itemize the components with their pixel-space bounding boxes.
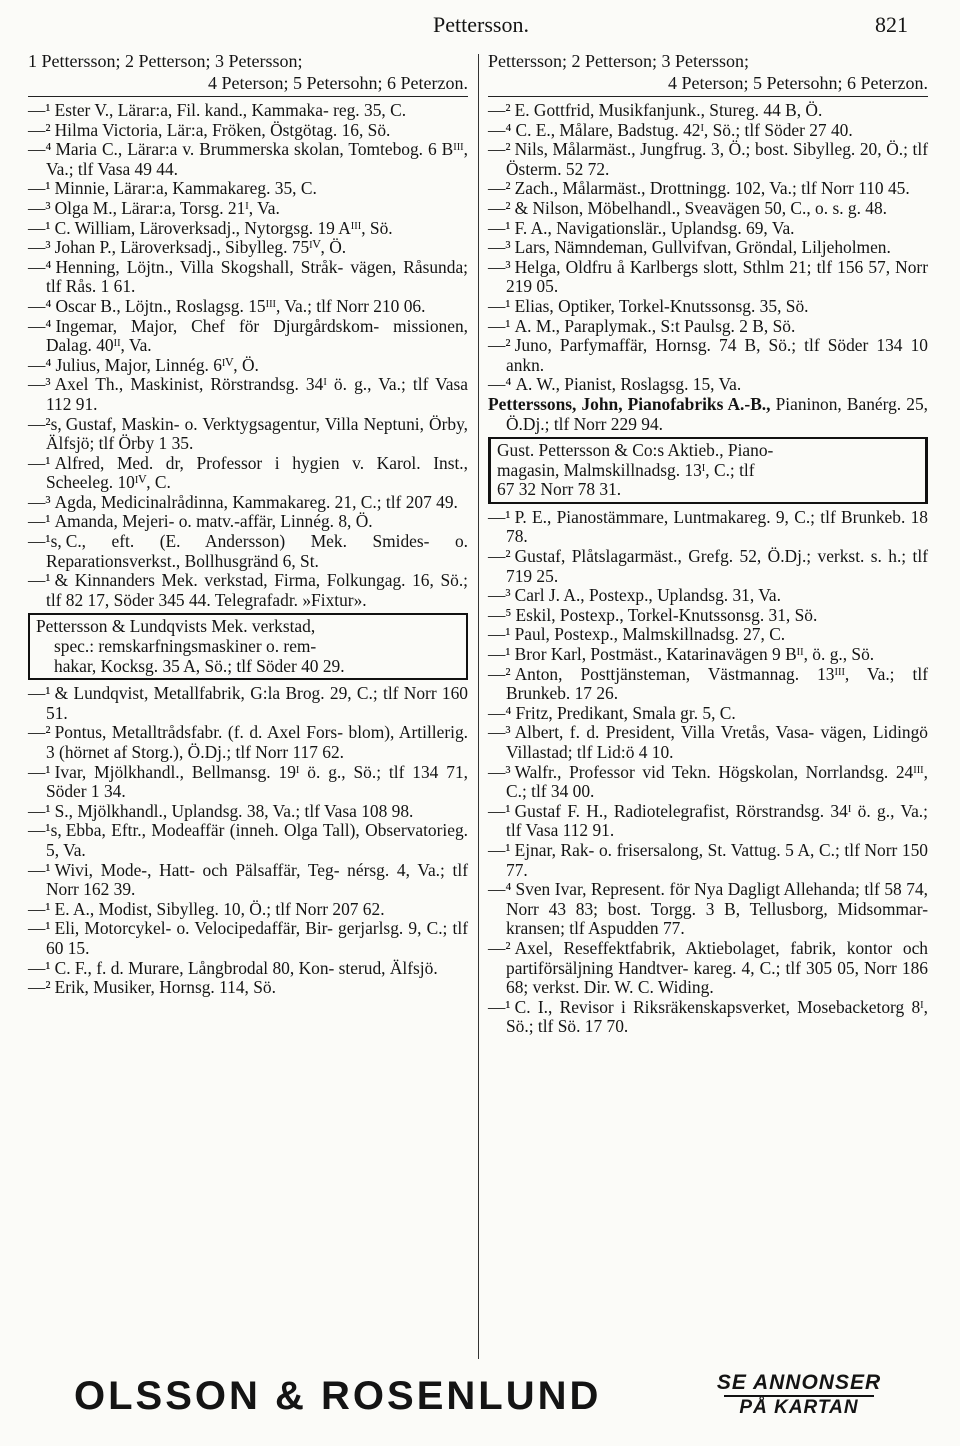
entry-text: Henning, Löjtn., Villa Skogshall, Stråk- vägen, Råsunda; tlf Rås. 1 61. xyxy=(46,256,468,297)
directory-entry xyxy=(488,998,928,1037)
entry-marker: —³ xyxy=(28,374,51,395)
entry-text: S., Mjölkhandl., Uplandsg. 38, Va.; tlf Vasa 108 98. xyxy=(54,800,414,821)
directory-entry xyxy=(28,959,468,979)
entry-marker: —⁵ xyxy=(488,604,512,625)
entry-marker: —¹ xyxy=(488,800,511,821)
entry-marker: —¹ xyxy=(488,506,511,527)
directory-entry xyxy=(28,821,468,860)
directory-entry xyxy=(488,199,928,219)
right-guide-line-1: Pettersson; 2 Petterson; 3 Petersson; xyxy=(488,51,749,71)
entry-marker: —¹ xyxy=(28,918,51,939)
entry-marker: —⁴ xyxy=(488,702,512,723)
entry-text: & Nilson, Möbelhandl., Sveavägen 50, C., o. s. g. 48. xyxy=(514,197,888,218)
left-spelling-guide xyxy=(28,50,468,97)
entry-text: Eli, Motorcykel- o. Velocipedaffär, Bir- gerjarlsg. 9, C.; tlf 60 15. xyxy=(46,918,468,958)
entry-text: Hilma Victoria, Lär:a, Fröken, Östgötag. 16, Sö. xyxy=(54,119,391,140)
directory-entry xyxy=(488,625,928,645)
directory-entry xyxy=(28,140,468,179)
right-box-line-2: magasin, Malmskillnadsg. 13ᴵ, C.; tlf xyxy=(497,459,755,480)
entry-marker: —¹ xyxy=(28,570,51,591)
entry-text: Olga M., Lärar:a, Torsg. 21ᴵ, Va. xyxy=(54,197,280,218)
entry-text: Nils, Målarmäst., Jungfrug. 3, Ö.; bost. Sibylleg. 20, Ö.; tlf Österm. 52 72. xyxy=(506,139,928,179)
right-advert-box xyxy=(488,437,928,504)
directory-entry xyxy=(28,317,468,356)
entry-marker: —³ xyxy=(488,237,511,258)
directory-entry xyxy=(28,219,468,239)
entry-text: Ingemar, Major, Chef för Djurgårdskom- missionen, Dalag. 40ᴵᴵ, Va. xyxy=(46,315,468,356)
entry-marker: —¹ xyxy=(488,839,511,860)
entry-text: Eskil, Postexp., Torkel-Knutssonsg. 31, Sö. xyxy=(515,604,818,625)
directory-entry xyxy=(28,375,468,414)
directory-entry xyxy=(488,763,928,802)
entry-marker: —² xyxy=(488,197,511,218)
right-box-line-1: Gust. Pettersson & Co:s Aktieb., Piano- xyxy=(497,440,774,461)
column-divider xyxy=(478,54,479,1359)
entry-marker: —³ xyxy=(488,256,511,277)
entry-text: Pontus, Metalltrådsfabr. (f. d. Axel Fors- blom), Artillerig. 3 (hörnet af Storg.), Ö.Dj.; tlf Norr 117 62. xyxy=(46,722,468,762)
left-column xyxy=(28,50,468,998)
directory-entry xyxy=(28,861,468,900)
directory-entry xyxy=(28,900,468,920)
directory-entry xyxy=(488,101,928,121)
directory-entry xyxy=(488,121,928,141)
directory-entry xyxy=(488,723,928,762)
entry-marker: —⁴ xyxy=(488,374,512,395)
entry-marker: —¹ xyxy=(28,452,51,473)
directory-entry xyxy=(28,297,468,317)
directory-entry xyxy=(488,336,928,375)
entry-text: Oscar B., Löjtn., Roslagsg. 15ᴵᴵᴵ, Va.; tlf Norr 210 06. xyxy=(55,295,426,316)
entry-text: Juno, Parfymaffär, Hornsg. 74 B, Sö.; tlf Söder 134 10 ankn. xyxy=(506,335,928,375)
entry-text: Gustaf, Plåtslagarmäst., Grefg. 52, Ö.Dj.; verkst. s. h.; tlf 719 25. xyxy=(506,546,928,586)
directory-entry xyxy=(488,665,928,704)
entry-text: Agda, Medicinalrådinna, Kammakareg. 21, C.; tlf 207 49. xyxy=(54,491,458,512)
directory-entry xyxy=(488,547,928,586)
right-spelling-guide xyxy=(488,50,928,97)
entry-marker: —²s, xyxy=(28,413,62,434)
entry-marker: —⁴ xyxy=(28,295,52,316)
directory-entry xyxy=(488,880,928,939)
right-guide-line-2: 4 Peterson; 5 Petersohn; 6 Peterzon. xyxy=(668,73,928,93)
entry-text: Elias, Optiker, Torkel-Knutssonsg. 35, Sö. xyxy=(514,295,809,316)
entry-text: P. E., Pianostämmare, Luntmakareg. 9, C.; tlf Brunkeb. 18 78. xyxy=(506,506,928,547)
entry-text: Fritz, Predikant, Smala gr. 5, C. xyxy=(515,702,736,723)
entry-marker: —¹s, xyxy=(28,531,62,552)
entry-text: Gustaf, Maskin- o. Verktygsagentur, Villa Neptuni, Örby, Älfsjö; tlf Örby 1 35. xyxy=(46,413,468,454)
entry-text: Amanda, Mejeri- o. matv.-affär, Linnég. 8, Ö. xyxy=(54,511,373,532)
entry-marker: —² xyxy=(488,663,511,684)
entry-text: Carl J. A., Postexp., Uplandsg. 31, Va. xyxy=(514,585,781,606)
advert-tagline xyxy=(704,1372,894,1418)
entry-marker: —² xyxy=(488,178,511,199)
running-head xyxy=(0,4,960,44)
directory-entry xyxy=(28,179,468,199)
advert-tagline-2: PÅ KARTAN xyxy=(739,1396,859,1418)
entry-marker: —³ xyxy=(28,237,51,258)
left-box-line-2: spec.: remskarfningsmaskiner o. rem- xyxy=(54,636,317,657)
entry-text: Helga, Oldfru å Karlbergs slott, Sthlm 21; tlf 156 57, Norr 219 05. xyxy=(506,256,928,297)
entry-text: Sven Ivar, Represent. för Nya Dagligt Allehanda; tlf 58 74, Norr 43 83; bost. Torgg. 3 B, Tellusborg, Midsommar- kransen; tlf Aspudden 77. xyxy=(506,879,928,939)
entry-marker: —³ xyxy=(488,722,511,743)
entry-text: Walfr., Professor vid Tekn. Högskolan, Norrlandsg. 24ᴵᴵᴵ, C.; tlf 34 00. xyxy=(506,761,928,802)
entry-marker: —² xyxy=(28,722,51,743)
entry-marker: —⁴ xyxy=(28,354,52,375)
directory-entry xyxy=(488,802,928,841)
entry-marker: —⁴ xyxy=(28,315,52,336)
directory-entry xyxy=(488,841,928,880)
entry-text: C. F., f. d. Murare, Långbrodal 80, Kon- sterud, Älfsjö. xyxy=(54,957,438,978)
entry-text: Ebba, Eftr., Modeaffär (inneh. Olga Tall), Observatorieg. 5, Va. xyxy=(46,820,468,860)
entry-text: A. M., Paraplymak., S:t Paulsg. 2 B, Sö. xyxy=(514,315,796,336)
page-number: 821 xyxy=(875,12,908,37)
firm-details: Pianinon, Banérg. 25, Ö.Dj.; tlf Norr 229 94. xyxy=(506,393,928,434)
directory-entry xyxy=(488,375,928,395)
entry-text: E. Gottfrid, Musikfanjunk., Stureg. 44 B, Ö. xyxy=(514,100,823,120)
entry-marker: —² xyxy=(488,937,511,958)
entry-text: Johan P., Läroverksadj., Sibylleg. 75ᴵⱽ, Ö. xyxy=(54,237,347,258)
entry-marker: —¹ xyxy=(28,217,51,238)
entry-text: Minnie, Lärar:a, Kammakareg. 35, C. xyxy=(54,178,317,199)
directory-entry xyxy=(28,532,468,571)
entry-text: Erik, Musiker, Hornsg. 114, Sö. xyxy=(54,977,276,998)
right-entries xyxy=(488,101,928,395)
entry-marker: —² xyxy=(488,546,511,567)
entry-text: Ester V., Lärar:a, Fil. kand., Kammaka- reg. 35, C. xyxy=(54,100,407,120)
entry-text: Julius, Major, Linnég. 6ᴵⱽ, Ö. xyxy=(55,354,259,375)
entry-text: C. William, Läroverksadj., Nytorgsg. 19 Aᴵᴵᴵ, Sö. xyxy=(54,217,393,238)
advert-tagline-1: SE ANNONSER xyxy=(716,1371,882,1394)
directory-entry xyxy=(28,723,468,762)
entry-marker: —¹ xyxy=(488,315,511,336)
entry-text: Wivi, Mode-, Hatt- och Pälsaffär, Teg- nérsg. 4, Va.; tlf Norr 162 39. xyxy=(46,859,468,900)
directory-entry xyxy=(488,179,928,199)
entry-marker: —⁴ xyxy=(488,119,512,140)
entry-marker: —³ xyxy=(28,197,51,218)
left-entries-continued xyxy=(28,684,468,998)
entry-text: Axel Th., Maskinist, Rörstrandsg. 34ᴵ ö. g., Va.; tlf Vasa 112 91. xyxy=(46,374,468,414)
entry-text: C. I., Revisor i Riksräkenskapsverket, Mosebacketorg 8ᴵ, Sö.; tlf Sö. 17 70. xyxy=(506,996,928,1037)
entry-marker: —¹ xyxy=(28,859,51,880)
entry-text: Anton, Posttjänsteman, Västmannag. 13ᴵᴵᴵ, Va.; tlf Brunkeb. 17 26. xyxy=(506,663,928,704)
directory-entry xyxy=(488,606,928,626)
advert-company-name: OLSSON & ROSENLUND xyxy=(74,1374,602,1418)
right-entries-continued xyxy=(488,508,928,1037)
entry-marker: —³ xyxy=(488,761,511,782)
left-entries xyxy=(28,101,468,610)
left-guide-line-1: 1 Pettersson; 2 Petterson; 3 Petersson; xyxy=(28,51,303,71)
entry-marker: —¹ xyxy=(488,217,511,238)
entry-marker: —² xyxy=(28,119,51,140)
entry-text: C., eft. (E. Andersson) Mek. Smides- o. Reparationsverkst., Bollhusgränd 6, St. xyxy=(46,531,468,571)
entry-marker: —⁴ xyxy=(488,879,512,900)
directory-entry xyxy=(488,508,928,547)
directory-entry xyxy=(488,297,928,317)
firm-heading: Petterssons, John, Pianofabriks A.-B., xyxy=(488,393,771,414)
directory-entry xyxy=(28,493,468,513)
entry-text: Ejnar, Rak- o. frisersalong, St. Vattug. 5 A, C.; tlf Norr 150 77. xyxy=(506,839,928,880)
directory-entry xyxy=(488,704,928,724)
entry-marker: —¹ xyxy=(488,295,511,316)
entry-marker: —¹ xyxy=(28,178,51,199)
directory-entry xyxy=(28,512,468,532)
directory-entry xyxy=(28,919,468,958)
entry-marker: —¹ xyxy=(488,996,511,1017)
entry-text: Paul, Postexp., Malmskillnadsg. 27, C. xyxy=(514,624,786,645)
directory-entry xyxy=(28,121,468,141)
entry-marker: —¹ xyxy=(28,957,51,978)
left-advert-box xyxy=(28,613,468,680)
directory-entry xyxy=(488,939,928,998)
left-guide-line-2: 4 Peterson; 5 Petersohn; 6 Peterzon. xyxy=(208,73,468,93)
directory-entry xyxy=(488,586,928,606)
directory-entry xyxy=(28,258,468,297)
directory-entry xyxy=(28,978,468,998)
entry-marker: —¹ xyxy=(28,800,51,821)
entry-marker: —¹ xyxy=(488,644,511,665)
entry-marker: —² xyxy=(28,977,51,998)
entry-text: Bror Karl, Postmäst., Katarinavägen 9 Bᴵᴵ, ö. g., Sö. xyxy=(514,644,875,665)
directory-entry xyxy=(28,101,468,121)
directory-entry xyxy=(488,317,928,337)
entry-text: Albert, f. d. President, Villa Vretås, Vasa- vägen, Lidingö Villastad; tlf Lid:ö 4 10. xyxy=(506,722,928,762)
entry-marker: —³ xyxy=(28,491,51,512)
directory-entry xyxy=(28,571,468,610)
entry-text: F. A., Navigationslär., Uplandsg. 69, Va. xyxy=(514,217,795,238)
entry-text: Ivar, Mjölkhandl., Bellmansg. 19ᴵ ö. g., Sö.; tlf 134 71, Söder 1 34. xyxy=(46,761,468,802)
page-title: Pettersson. xyxy=(433,12,529,37)
entry-text: C. E., Målare, Badstug. 42ᴵ, Sö.; tlf Söder 27 40. xyxy=(515,119,853,140)
entry-marker: —¹ xyxy=(488,624,511,645)
entry-text: E. A., Modist, Sibylleg. 10, Ö.; tlf Norr 207 62. xyxy=(54,898,385,919)
directory-entry xyxy=(488,238,928,258)
directory-entry xyxy=(488,258,928,297)
directory-entry xyxy=(28,763,468,802)
right-box-line-3: 67 32 Norr 78 31. xyxy=(497,479,622,500)
entry-text: & Lundqvist, Metallfabrik, G:la Brog. 29, C.; tlf Norr 160 51. xyxy=(46,683,468,723)
entry-marker: —¹ xyxy=(28,683,51,704)
left-box-line-3: hakar, Kocksg. 35 A, Sö.; tlf Söder 40 29. xyxy=(54,655,345,676)
entry-text: Alfred, Med. dr, Professor i hygien v. Karol. Inst., Scheeleg. 10ᴵⱽ, C. xyxy=(46,452,468,493)
right-column xyxy=(488,50,928,1037)
directory-entry xyxy=(28,454,468,493)
entry-text: A. W., Pianist, Roslagsg. 15, Va. xyxy=(515,374,742,395)
entry-marker: —² xyxy=(488,139,511,160)
entry-text: & Kinnanders Mek. verkstad, Firma, Folkungag. 16, Sö.; tlf 82 17, Söder 345 44. Telegrafadr. »Fixtur». xyxy=(46,570,468,610)
directory-entry xyxy=(488,140,928,179)
entry-marker: —⁴ xyxy=(28,256,52,277)
entry-marker: —¹s, xyxy=(28,820,62,841)
entry-marker: —² xyxy=(488,335,511,356)
directory-entry xyxy=(28,684,468,723)
entry-marker: —¹ xyxy=(28,511,51,532)
directory-entry xyxy=(28,199,468,219)
directory-entry xyxy=(28,415,468,454)
entry-text: Maria C., Lärar:a v. Brummerska skolan, Tomtebog. 6 Bᴵᴵᴵ, Va.; tlf Vasa 49 44. xyxy=(46,139,468,179)
entry-marker: —² xyxy=(488,100,511,120)
entry-marker: —¹ xyxy=(28,761,51,782)
bottom-advert xyxy=(74,1372,894,1430)
entry-marker: —¹ xyxy=(28,100,51,120)
entry-text: Zach., Målarmäst., Drottningg. 102, Va.; tlf Norr 110 45. xyxy=(514,178,910,199)
entry-text: Gustaf F. H., Radiotelegrafist, Rörstrandsg. 34ᴵ ö. g., Va.; tlf Vasa 112 91. xyxy=(506,800,928,841)
directory-entry xyxy=(28,802,468,822)
entry-marker: —¹ xyxy=(28,898,51,919)
left-box-line-1: Pettersson & Lundqvists Mek. verkstad, xyxy=(36,616,316,637)
directory-entry xyxy=(28,356,468,376)
firm-entry xyxy=(488,395,928,434)
directory-entry xyxy=(488,219,928,239)
entry-text: Lars, Nämndeman, Gullvifvan, Gröndal, Liljeholmen. xyxy=(514,237,891,258)
entry-marker: —³ xyxy=(488,585,511,606)
entry-marker: —⁴ xyxy=(28,139,52,160)
directory-entry xyxy=(28,238,468,258)
entry-text: Axel, Reseffektfabrik, Aktiebolaget, fabrik, kontor och partiförsäljning Handtver- kareg. 4, C.; tlf 305 05, Norr 186 68; verkst. Dir. W. C. Widing. xyxy=(506,937,928,998)
directory-entry xyxy=(488,645,928,665)
